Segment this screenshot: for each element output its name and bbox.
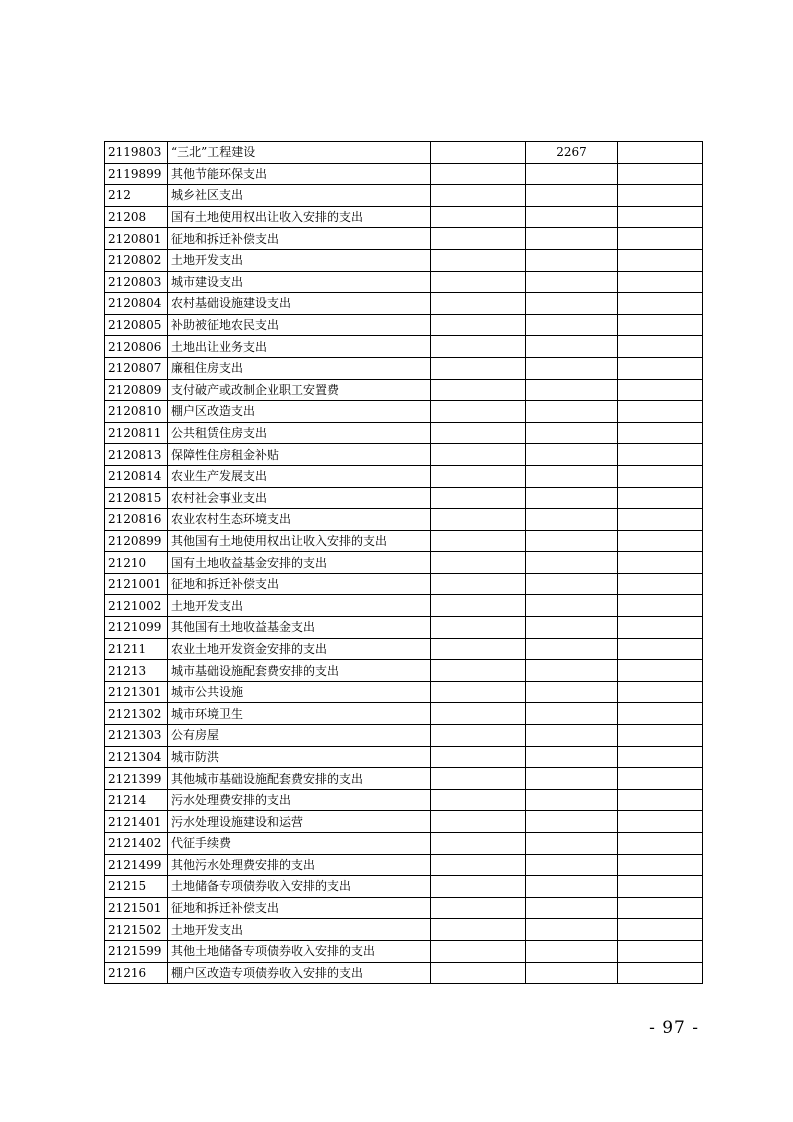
amount-cell-2 <box>526 444 618 466</box>
table-row <box>105 185 703 207</box>
subject-code-cell: 2121304 <box>105 746 168 768</box>
amount-cell-3 <box>618 465 703 487</box>
subject-code-cell: 2121099 <box>105 617 168 639</box>
subject-code-cell: 2120811 <box>105 422 168 444</box>
subject-code-cell: 2121502 <box>105 919 168 941</box>
subject-code-cell: 2120807 <box>105 357 168 379</box>
amount-cell-3 <box>618 940 703 962</box>
subject-name-cell: 土地开发支出 <box>168 919 431 941</box>
subject-code-cell: 21213 <box>105 660 168 682</box>
amount-cell-1 <box>431 595 526 617</box>
subject-code-cell: 2120814 <box>105 465 168 487</box>
amount-cell-3 <box>618 293 703 315</box>
amount-cell-3 <box>618 379 703 401</box>
amount-cell-2 <box>526 854 618 876</box>
subject-code-cell: 2120815 <box>105 487 168 509</box>
amount-cell-2 <box>526 919 618 941</box>
amount-cell-1 <box>431 465 526 487</box>
amount-cell-3 <box>618 854 703 876</box>
subject-name-cell: “三北”工程建设 <box>168 142 431 164</box>
table-row <box>105 897 703 919</box>
amount-cell-1 <box>431 660 526 682</box>
amount-cell-3 <box>618 617 703 639</box>
table-row <box>105 660 703 682</box>
amount-cell-3 <box>618 401 703 423</box>
amount-cell-1 <box>431 746 526 768</box>
amount-cell-1 <box>431 530 526 552</box>
amount-cell-3 <box>618 552 703 574</box>
subject-code-cell: 2121399 <box>105 768 168 790</box>
amount-cell-2 <box>526 962 618 984</box>
subject-code-cell: 2120813 <box>105 444 168 466</box>
subject-name-cell: 土地开发支出 <box>168 249 431 271</box>
subject-name-cell: 农业土地开发资金安排的支出 <box>168 638 431 660</box>
subject-name-cell: 征地和拆迁补偿支出 <box>168 573 431 595</box>
amount-cell-2 <box>526 811 618 833</box>
amount-cell-3 <box>618 703 703 725</box>
subject-code-cell: 2121401 <box>105 811 168 833</box>
amount-cell-2 <box>526 876 618 898</box>
amount-cell-1 <box>431 681 526 703</box>
amount-cell-1 <box>431 487 526 509</box>
subject-name-cell: 土地开发支出 <box>168 595 431 617</box>
amount-cell-1 <box>431 336 526 358</box>
amount-cell-2 <box>526 465 618 487</box>
amount-cell-2 <box>526 746 618 768</box>
amount-cell-2 <box>526 336 618 358</box>
subject-name-cell: 国有土地使用权出让收入安排的支出 <box>168 206 431 228</box>
amount-cell-2 <box>526 595 618 617</box>
table-row <box>105 530 703 552</box>
amount-cell-2 <box>526 379 618 401</box>
table-row <box>105 228 703 250</box>
subject-code-cell: 2120803 <box>105 271 168 293</box>
amount-cell-2 <box>526 530 618 552</box>
subject-code-cell: 2121002 <box>105 595 168 617</box>
table-row <box>105 465 703 487</box>
subject-name-cell: 城市基础设施配套费安排的支出 <box>168 660 431 682</box>
subject-code-cell: 2119899 <box>105 163 168 185</box>
table-row <box>105 725 703 747</box>
table-row <box>105 163 703 185</box>
table-row <box>105 746 703 768</box>
table-row <box>105 854 703 876</box>
subject-code-cell: 2120802 <box>105 249 168 271</box>
amount-cell-2: 2267 <box>526 142 618 164</box>
amount-cell-2 <box>526 681 618 703</box>
amount-cell-1 <box>431 228 526 250</box>
table-row <box>105 552 703 574</box>
subject-code-cell: 2120809 <box>105 379 168 401</box>
amount-cell-1 <box>431 573 526 595</box>
table-row <box>105 271 703 293</box>
amount-cell-3 <box>618 142 703 164</box>
amount-cell-2 <box>526 940 618 962</box>
amount-cell-3 <box>618 573 703 595</box>
amount-cell-1 <box>431 293 526 315</box>
amount-cell-2 <box>526 660 618 682</box>
subject-code-cell: 2121301 <box>105 681 168 703</box>
amount-cell-2 <box>526 617 618 639</box>
subject-name-cell: 其他节能环保支出 <box>168 163 431 185</box>
subject-name-cell: 农村社会事业支出 <box>168 487 431 509</box>
subject-name-cell: 廉租住房支出 <box>168 357 431 379</box>
amount-cell-3 <box>618 962 703 984</box>
amount-cell-3 <box>618 314 703 336</box>
amount-cell-1 <box>431 811 526 833</box>
table-row <box>105 573 703 595</box>
subject-code-cell: 21208 <box>105 206 168 228</box>
amount-cell-3 <box>618 185 703 207</box>
subject-code-cell: 2120801 <box>105 228 168 250</box>
amount-cell-1 <box>431 638 526 660</box>
amount-cell-1 <box>431 552 526 574</box>
amount-cell-3 <box>618 509 703 531</box>
amount-cell-2 <box>526 573 618 595</box>
amount-cell-1 <box>431 854 526 876</box>
amount-cell-3 <box>618 681 703 703</box>
amount-cell-2 <box>526 509 618 531</box>
table-row <box>105 206 703 228</box>
subject-name-cell: 补助被征地农民支出 <box>168 314 431 336</box>
amount-cell-3 <box>618 271 703 293</box>
table-row <box>105 703 703 725</box>
subject-code-cell: 2120806 <box>105 336 168 358</box>
table-row <box>105 617 703 639</box>
amount-cell-1 <box>431 789 526 811</box>
amount-cell-3 <box>618 789 703 811</box>
amount-cell-2 <box>526 789 618 811</box>
table-row <box>105 401 703 423</box>
amount-cell-1 <box>431 703 526 725</box>
amount-cell-2 <box>526 163 618 185</box>
amount-cell-1 <box>431 509 526 531</box>
amount-cell-2 <box>526 249 618 271</box>
subject-name-cell: 农村基础设施建设支出 <box>168 293 431 315</box>
table-row <box>105 314 703 336</box>
subject-name-cell: 支付破产或改制企业职工安置费 <box>168 379 431 401</box>
table-row <box>105 336 703 358</box>
subject-code-cell: 2121499 <box>105 854 168 876</box>
subject-name-cell: 农业生产发展支出 <box>168 465 431 487</box>
amount-cell-1 <box>431 314 526 336</box>
subject-name-cell: 污水处理设施建设和运营 <box>168 811 431 833</box>
subject-name-cell: 城市防洪 <box>168 746 431 768</box>
amount-cell-2 <box>526 228 618 250</box>
amount-cell-1 <box>431 206 526 228</box>
subject-name-cell: 城市建设支出 <box>168 271 431 293</box>
subject-name-cell: 其他国有土地使用权出让收入安排的支出 <box>168 530 431 552</box>
subject-name-cell: 代征手续费 <box>168 833 431 855</box>
subject-code-cell: 21210 <box>105 552 168 574</box>
amount-cell-3 <box>618 876 703 898</box>
amount-cell-2 <box>526 401 618 423</box>
amount-cell-3 <box>618 444 703 466</box>
subject-code-cell: 2121599 <box>105 940 168 962</box>
table-row <box>105 811 703 833</box>
amount-cell-1 <box>431 185 526 207</box>
subject-code-cell: 2120899 <box>105 530 168 552</box>
amount-cell-3 <box>618 357 703 379</box>
amount-cell-1 <box>431 768 526 790</box>
amount-cell-1 <box>431 876 526 898</box>
amount-cell-2 <box>526 833 618 855</box>
amount-cell-2 <box>526 897 618 919</box>
amount-cell-2 <box>526 185 618 207</box>
subject-name-cell: 征地和拆迁补偿支出 <box>168 897 431 919</box>
amount-cell-3 <box>618 725 703 747</box>
subject-code-cell: 2121302 <box>105 703 168 725</box>
subject-code-cell: 2120816 <box>105 509 168 531</box>
amount-cell-1 <box>431 379 526 401</box>
subject-name-cell: 污水处理费安排的支出 <box>168 789 431 811</box>
subject-name-cell: 土地储备专项债券收入安排的支出 <box>168 876 431 898</box>
table-row <box>105 876 703 898</box>
subject-code-cell: 2121303 <box>105 725 168 747</box>
subject-name-cell: 保障性住房租金补贴 <box>168 444 431 466</box>
table-row <box>105 789 703 811</box>
amount-cell-2 <box>526 206 618 228</box>
amount-cell-1 <box>431 897 526 919</box>
subject-name-cell: 国有土地收益基金安排的支出 <box>168 552 431 574</box>
amount-cell-1 <box>431 271 526 293</box>
table-row <box>105 681 703 703</box>
subject-code-cell: 2121402 <box>105 833 168 855</box>
table-row <box>105 595 703 617</box>
subject-name-cell: 公共租赁住房支出 <box>168 422 431 444</box>
table-row <box>105 357 703 379</box>
amount-cell-1 <box>431 142 526 164</box>
subject-name-cell: 土地出让业务支出 <box>168 336 431 358</box>
amount-cell-1 <box>431 617 526 639</box>
subject-name-cell: 城市环境卫生 <box>168 703 431 725</box>
amount-cell-1 <box>431 833 526 855</box>
subject-name-cell: 其他土地储备专项债券收入安排的支出 <box>168 940 431 962</box>
table-row <box>105 638 703 660</box>
subject-name-cell: 征地和拆迁补偿支出 <box>168 228 431 250</box>
table-row <box>105 379 703 401</box>
amount-cell-2 <box>526 552 618 574</box>
table-row <box>105 422 703 444</box>
subject-code-cell: 212 <box>105 185 168 207</box>
amount-cell-3 <box>618 228 703 250</box>
amount-cell-3 <box>618 595 703 617</box>
amount-cell-3 <box>618 163 703 185</box>
subject-code-cell: 2119803 <box>105 142 168 164</box>
amount-cell-3 <box>618 422 703 444</box>
subject-code-cell: 21215 <box>105 876 168 898</box>
amount-cell-3 <box>618 768 703 790</box>
amount-cell-3 <box>618 638 703 660</box>
table-row <box>105 919 703 941</box>
subject-name-cell: 棚户区改造支出 <box>168 401 431 423</box>
table-row <box>105 444 703 466</box>
table-row <box>105 487 703 509</box>
subject-name-cell: 棚户区改造专项债券收入安排的支出 <box>168 962 431 984</box>
amount-cell-2 <box>526 487 618 509</box>
amount-cell-2 <box>526 314 618 336</box>
amount-cell-2 <box>526 725 618 747</box>
table-row <box>105 768 703 790</box>
amount-cell-3 <box>618 660 703 682</box>
table-row <box>105 962 703 984</box>
subject-name-cell: 农业农村生态环境支出 <box>168 509 431 531</box>
page-number: - 97 - <box>649 1018 699 1038</box>
table-row <box>105 293 703 315</box>
subject-name-cell: 其他城市基础设施配套费安排的支出 <box>168 768 431 790</box>
amount-cell-3 <box>618 811 703 833</box>
table-row <box>105 833 703 855</box>
subject-code-cell: 2120805 <box>105 314 168 336</box>
amount-cell-2 <box>526 422 618 444</box>
amount-cell-3 <box>618 746 703 768</box>
subject-code-cell: 2121001 <box>105 573 168 595</box>
subject-code-cell: 21211 <box>105 638 168 660</box>
amount-cell-2 <box>526 293 618 315</box>
subject-name-cell: 其他国有土地收益基金支出 <box>168 617 431 639</box>
table-row <box>105 940 703 962</box>
amount-cell-3 <box>618 530 703 552</box>
amount-cell-1 <box>431 940 526 962</box>
amount-cell-1 <box>431 444 526 466</box>
amount-cell-3 <box>618 919 703 941</box>
amount-cell-2 <box>526 357 618 379</box>
subject-code-cell: 21216 <box>105 962 168 984</box>
subject-name-cell: 其他污水处理费安排的支出 <box>168 854 431 876</box>
amount-cell-1 <box>431 249 526 271</box>
amount-cell-3 <box>618 487 703 509</box>
amount-cell-3 <box>618 206 703 228</box>
table-body <box>105 142 703 984</box>
subject-code-cell: 21214 <box>105 789 168 811</box>
amount-cell-3 <box>618 897 703 919</box>
amount-cell-1 <box>431 962 526 984</box>
amount-cell-1 <box>431 725 526 747</box>
amount-cell-2 <box>526 638 618 660</box>
amount-cell-2 <box>526 271 618 293</box>
subject-code-cell: 2120810 <box>105 401 168 423</box>
amount-cell-3 <box>618 336 703 358</box>
table-row <box>105 509 703 531</box>
amount-cell-2 <box>526 768 618 790</box>
subject-name-cell: 城乡社区支出 <box>168 185 431 207</box>
amount-cell-3 <box>618 249 703 271</box>
table-row <box>105 249 703 271</box>
subject-name-cell: 公有房屋 <box>168 725 431 747</box>
amount-cell-1 <box>431 422 526 444</box>
subject-name-cell: 城市公共设施 <box>168 681 431 703</box>
subject-code-cell: 2120804 <box>105 293 168 315</box>
amount-cell-1 <box>431 163 526 185</box>
table-row <box>105 142 703 164</box>
budget-table <box>104 141 703 984</box>
amount-cell-1 <box>431 357 526 379</box>
amount-cell-1 <box>431 401 526 423</box>
amount-cell-1 <box>431 919 526 941</box>
subject-code-cell: 2121501 <box>105 897 168 919</box>
amount-cell-3 <box>618 833 703 855</box>
amount-cell-2 <box>526 703 618 725</box>
